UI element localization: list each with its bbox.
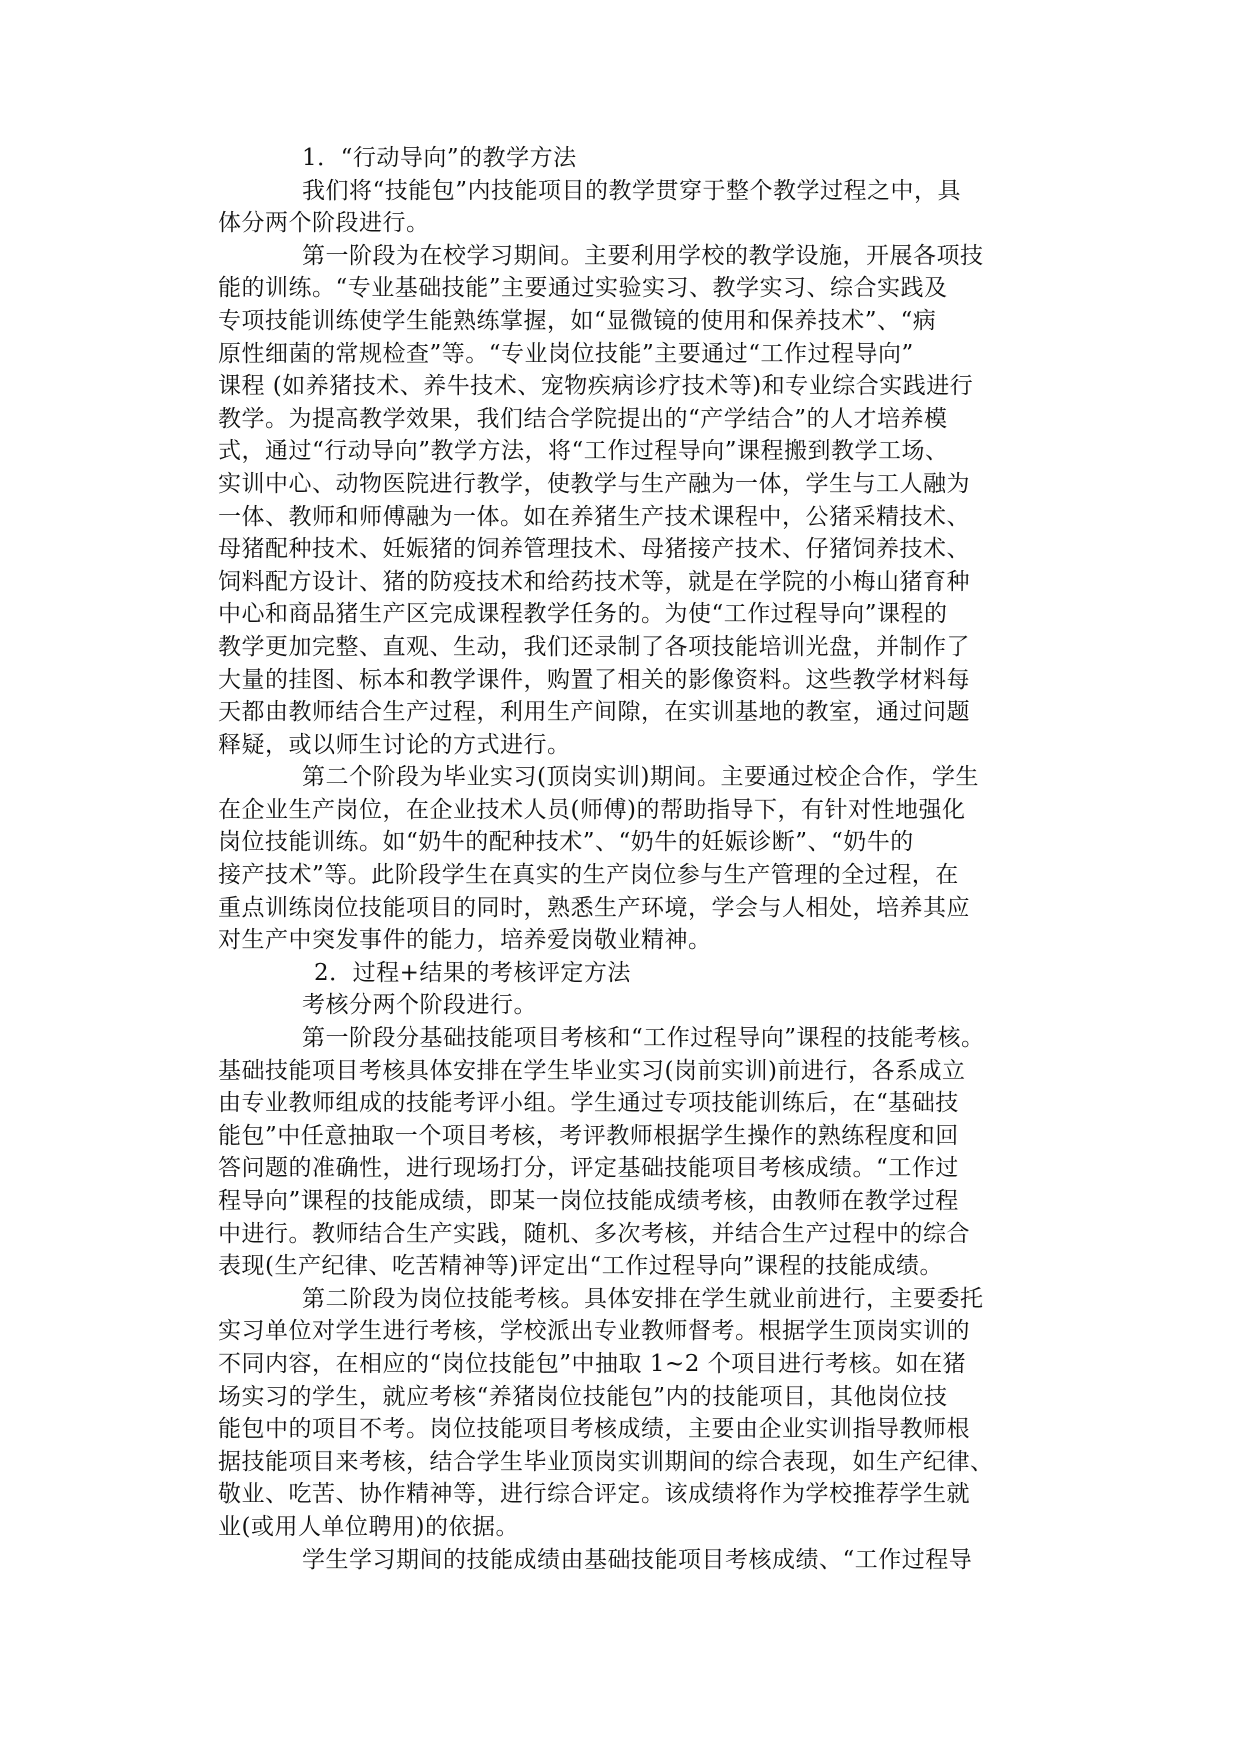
text-line: 能包中的项目不考。岗位技能项目考核成绩，主要由企业实训指导教师根 <box>218 1416 970 1443</box>
text-line: 第一阶段为在校学习期间。主要利用学校的教学设施，开展各项技 <box>302 242 984 269</box>
text-line: 接产技术”等。此阶段学生在真实的生产岗位参与生产管理的全过程，在 <box>218 862 959 889</box>
text-line: 教学。为提高教学效果，我们结合学院提出的“产学结合”的人才培养模 <box>218 405 948 432</box>
text-line: 2．过程+结果的考核评定方法 <box>314 959 631 986</box>
text-line: 第二个阶段为毕业实习(顶岗实训)期间。主要通过校企合作，学生 <box>302 764 979 791</box>
text-line: 场实习的学生，就应考核“养猪岗位技能包”内的技能项目，其他岗位技 <box>218 1383 948 1410</box>
text-line: 教学更加完整、直观、生动，我们还录制了各项技能培训光盘，并制作了 <box>218 633 970 660</box>
text-line: 大量的挂图、标本和教学课件，购置了相关的影像资料。这些教学材料每 <box>218 666 970 693</box>
text-line: 考核分两个阶段进行。 <box>302 992 537 1019</box>
text-line: 据技能项目来考核，结合学生毕业顶岗实训期间的综合表现，如生产纪律、 <box>218 1448 994 1475</box>
text-line: 程导向”课程的技能成绩，即某一岗位技能成绩考核，由教师在教学过程 <box>218 1188 959 1214</box>
text-line: 岗位技能训练。如“奶牛的配种技术”、“奶牛的妊娠诊断”、“奶牛的 <box>218 829 914 856</box>
text-line: 实习单位对学生进行考核，学校派出专业教师督考。根据学生顶岗实训的 <box>218 1318 970 1345</box>
text-line: 中心和商品猪生产区完成课程教学任务的。为使“工作过程导向”课程的 <box>218 601 948 628</box>
text-line: 敬业、吃苦、协作精神等，进行综合评定。该成绩将作为学校推荐学生就 <box>218 1481 970 1508</box>
text-line: 式，通过“行动导向”教学方法，将“工作过程导向”课程搬到教学工场、 <box>218 438 949 465</box>
text-line: 饲料配方设计、猪的防疫技术和给药技术等，就是在学院的小梅山猪育种 <box>218 568 970 595</box>
text-line: 一体、教师和师傅融为一体。如在养猪生产技术课程中，公猪采精技术、 <box>218 503 970 530</box>
text-line: 由专业教师组成的技能考评小组。学生通过专项技能训练后，在“基础技 <box>218 1090 959 1117</box>
text-line: 重点训练岗位技能项目的同时，熟悉生产环境，学会与人相处，培养其应 <box>218 894 970 921</box>
text-line: 第一阶段分基础技能项目考核和“工作过程导向”课程的技能考核。 <box>302 1025 985 1052</box>
text-line: 对生产中突发事件的能力，培养爱岗敬业精神。 <box>218 927 712 954</box>
text-line: 在企业生产岗位，在企业技术人员(师傅)的帮助指导下，有针对性地强化 <box>218 796 966 823</box>
text-line: 专项技能训练使学生能熟练掌握，如“显微镜的使用和保养技术”、“病 <box>218 307 937 334</box>
text-line: 实训中心、动物医院进行教学，使教学与生产融为一体，学生与工人融为 <box>218 470 970 497</box>
text-line: 中进行。教师结合生产实践，随机、多次考核，并结合生产过程中的综合 <box>218 1220 970 1247</box>
text-line: 第二阶段为岗位技能考核。具体安排在学生就业前进行，主要委托 <box>302 1285 984 1312</box>
text-line: 能的训练。“专业基础技能”主要通过实验实习、教学实习、综合实践及 <box>218 275 948 302</box>
body-text <box>218 142 1024 1576</box>
text-line: 母猪配种技术、妊娠猪的饲养管理技术、母猪接产技术、仔猪饲养技术、 <box>218 536 970 563</box>
text-line: 基础技能项目考核具体安排在学生毕业实习(岗前实训)前进行，各系成立 <box>218 1057 966 1084</box>
text-line: 原性细菌的常规检查”等。“专业岗位技能”主要通过“工作过程导向” <box>218 340 914 367</box>
text-line: 学生学习期间的技能成绩由基础技能项目考核成绩、“工作过程导 <box>302 1546 973 1573</box>
text-line: 不同内容，在相应的“岗位技能包”中抽取 1~2 个项目进行考核。如在猪 <box>218 1350 967 1377</box>
text-line: 课程 (如养猪技术、养牛技术、宠物疾病诊疗技术等)和专业综合实践进行 <box>218 373 974 400</box>
text-line: 我们将“技能包”内技能项目的教学贯穿于整个教学过程之中，具 <box>302 177 962 204</box>
text-line: 答问题的准确性，进行现场打分，评定基础技能项目考核成绩。“工作过 <box>218 1155 959 1182</box>
text-line: 释疑，或以师生讨论的方式进行。 <box>218 731 571 758</box>
text-line: 表现(生产纪律、吃苦精神等)评定出“工作过程导向”课程的技能成绩。 <box>218 1253 943 1280</box>
text-line: 业(或用人单位聘用)的依据。 <box>218 1513 519 1540</box>
text-line: 天都由教师结合生产过程，利用生产间隙，在实训基地的教室，通过问题 <box>218 699 970 726</box>
text-line: 体分两个阶段进行。 <box>218 210 430 237</box>
text-line: 能包”中任意抽取一个项目考核，考评教师根据学生操作的熟练程度和回 <box>218 1122 959 1149</box>
text-line: 1．“行动导向”的教学方法 <box>302 145 577 171</box>
